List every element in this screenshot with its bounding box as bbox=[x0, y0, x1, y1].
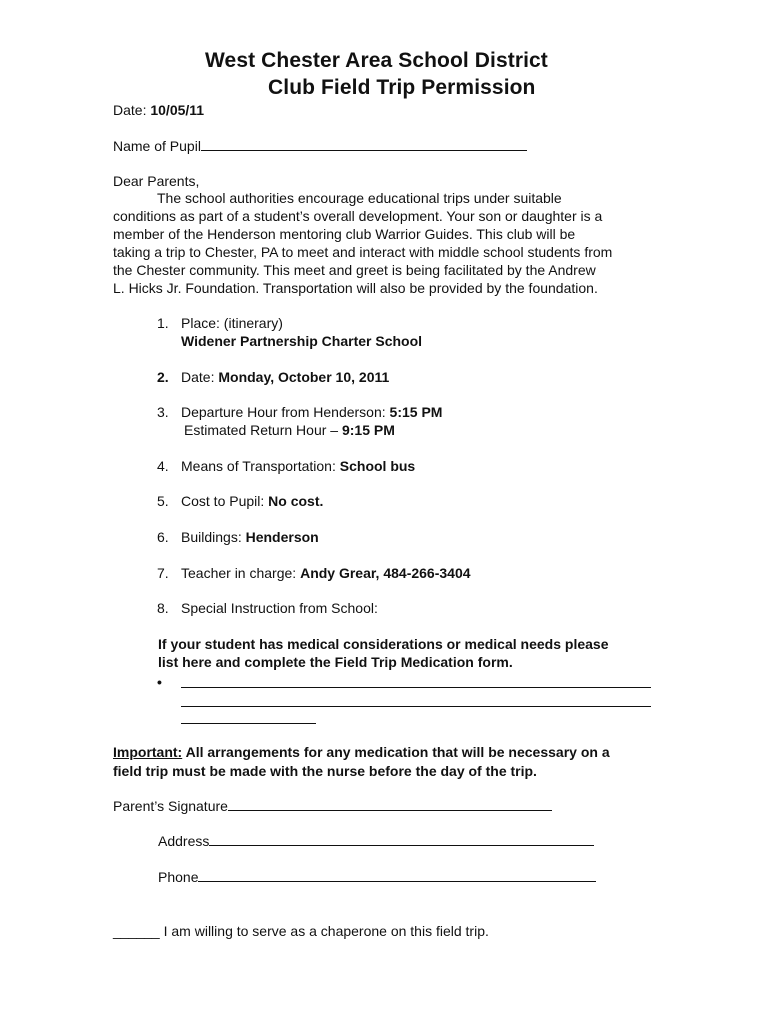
date-line bbox=[113, 101, 204, 119]
item-value: Andy Grear, 484-266-3404 bbox=[300, 565, 471, 581]
item-transport bbox=[157, 457, 415, 475]
item-label: Departure Hour from Henderson: bbox=[181, 404, 390, 420]
item-label: Date: bbox=[181, 369, 219, 385]
item-value: School bus bbox=[339, 458, 416, 474]
chaperone-blank[interactable]: ______ bbox=[113, 923, 160, 939]
pupil-name-line bbox=[113, 137, 527, 155]
letter-line: taking a trip to Chester, PA to meet and interact with middle school students from bbox=[113, 244, 613, 260]
item-number: 6. bbox=[157, 529, 169, 545]
form-title: Club Field Trip Permission bbox=[268, 76, 536, 99]
return-label: Estimated Return Hour – bbox=[184, 422, 342, 438]
item-number: 8. bbox=[157, 600, 169, 616]
letter-body bbox=[113, 189, 673, 297]
item-label: Teacher in charge: bbox=[181, 565, 301, 581]
phone-line bbox=[158, 868, 596, 886]
return-hour bbox=[184, 421, 395, 439]
letter-line: member of the Henderson mentoring club Warrior Guides. This club will be bbox=[113, 226, 576, 242]
item-number: 1. bbox=[157, 315, 169, 331]
date-label: Date: bbox=[113, 102, 151, 118]
address-field[interactable] bbox=[209, 833, 594, 846]
place-value: Widener Partnership Charter School bbox=[181, 333, 423, 349]
letter-line: the Chester community. This meet and greet is being facilitated by the Andrew bbox=[113, 262, 596, 278]
medical-entry-line[interactable] bbox=[181, 706, 651, 707]
item-number: 2. bbox=[157, 369, 169, 385]
item-label: Special Instruction from School: bbox=[181, 600, 378, 616]
district-title: West Chester Area School District bbox=[205, 49, 548, 72]
pupil-name-field[interactable] bbox=[201, 138, 527, 151]
medical-note-line2: list here and complete the Field Trip Medication form. bbox=[158, 654, 513, 670]
phone-field[interactable] bbox=[198, 869, 596, 882]
letter-line: L. Hicks Jr. Foundation. Transportation will also be provided by the foundation. bbox=[113, 280, 598, 296]
item-number: 7. bbox=[157, 565, 169, 581]
item-number: 3. bbox=[157, 404, 169, 420]
item-departure bbox=[157, 403, 442, 421]
item-value: Henderson bbox=[245, 529, 319, 545]
chaperone-text: I am willing to serve as a chaperone on this field trip. bbox=[159, 923, 489, 939]
item-cost bbox=[157, 492, 323, 510]
item-special-instruction bbox=[157, 599, 378, 617]
parent-signature-label: Parent’s Signature bbox=[113, 798, 228, 814]
return-value: 9:15 PM bbox=[341, 422, 395, 438]
important-line1 bbox=[113, 743, 610, 761]
important-line2: field trip must be made with the nurse before the day of the trip. bbox=[113, 763, 537, 779]
item-label: Buildings: bbox=[181, 529, 246, 545]
bullet-icon: • bbox=[157, 674, 162, 690]
item-teacher bbox=[157, 564, 471, 582]
parent-signature-field[interactable] bbox=[228, 798, 552, 811]
chaperone-line bbox=[113, 922, 489, 940]
item-value: 5:15 PM bbox=[389, 404, 443, 420]
medical-note-line1: If your student has medical considerations or medical needs please bbox=[158, 636, 609, 652]
important-label: Important: bbox=[113, 744, 183, 760]
letter-line: conditions as part of a student’s overall development. Your son or daughter is a bbox=[113, 208, 603, 224]
item-place bbox=[157, 314, 283, 332]
item-value: No cost. bbox=[268, 493, 324, 509]
phone-label: Phone bbox=[158, 869, 199, 885]
greeting: Dear Parents, bbox=[113, 173, 200, 189]
item-number: 4. bbox=[157, 458, 169, 474]
item-value: Monday, October 10, 2011 bbox=[218, 369, 390, 385]
date-value: 10/05/11 bbox=[150, 102, 205, 118]
item-label: Means of Transportation: bbox=[181, 458, 340, 474]
item-number: 5. bbox=[157, 493, 169, 509]
item-buildings bbox=[157, 528, 319, 546]
address-label: Address bbox=[158, 833, 210, 849]
important-text: All arrangements for any medication that will be necessary on a bbox=[182, 744, 610, 760]
item-label: Cost to Pupil: bbox=[181, 493, 269, 509]
pupil-name-label: Name of Pupil bbox=[113, 138, 201, 154]
address-line bbox=[158, 832, 594, 850]
item-label: Place: (itinerary) bbox=[181, 315, 283, 331]
parent-signature-line bbox=[113, 797, 552, 815]
medical-entry-line[interactable] bbox=[181, 723, 316, 724]
letter-line: The school authorities encourage educational trips under suitable bbox=[157, 190, 562, 206]
item-date bbox=[157, 368, 389, 386]
medical-entry-line[interactable] bbox=[181, 687, 651, 688]
